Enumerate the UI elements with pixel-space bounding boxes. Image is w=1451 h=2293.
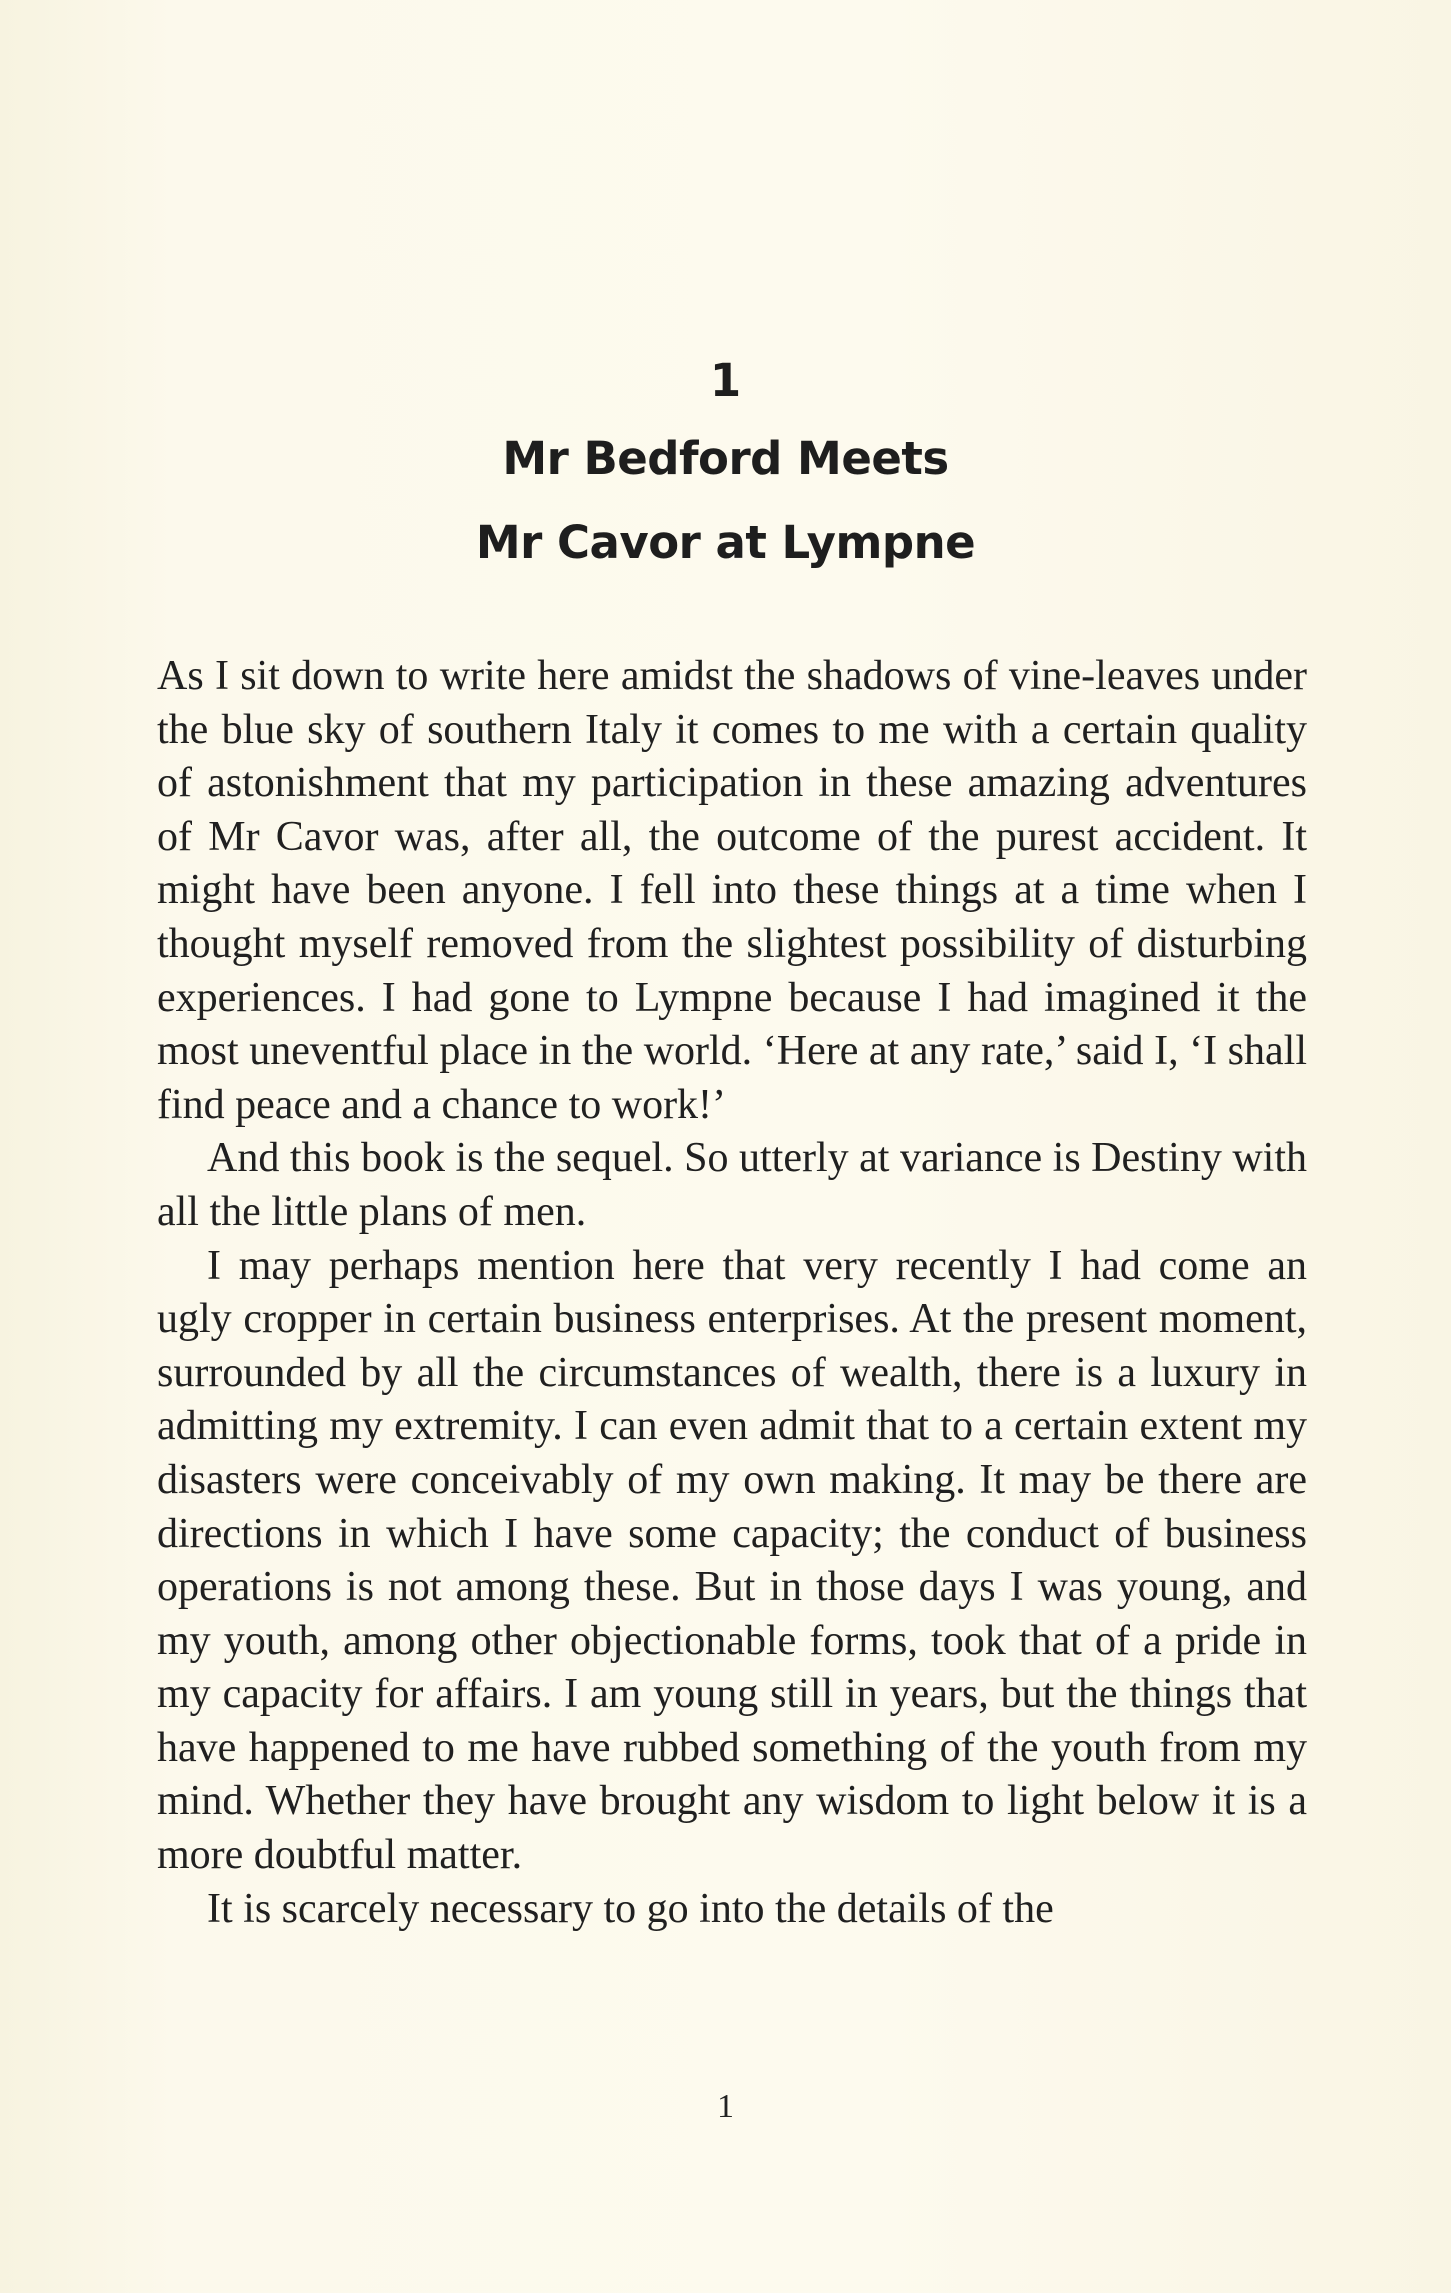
chapter-title-line-1: Mr Bedford Meets [502, 432, 949, 485]
paragraph-3: I may perhaps mention here that very recently I had come an ugly cropper in certain business enterprises. At the present moment, surrounded by all the circumstances of wealth, there is a luxury in admitting my extremity. I can even admit that to a certain extent my disasters were conceivably of my own making. It may be there are directions in which I have some capacity; the conduct of business operations is not among these. But in those days I was young, and my youth, among other objectionable forms, took that of a pride in my capacity for affairs. I am young still in years, but the things that have happened to me have rubbed something of the youth from my mind. Whether they have brought any wisdom to light below it is a more doubtful matter. [157, 1242, 1307, 1879]
chapter-heading [0, 345, 1451, 585]
page-number: 1 [717, 2088, 734, 2125]
paragraph-2: And this book is the sequel. So utterly at variance is Destiny with all the little plans of men. [157, 1135, 1307, 1235]
paragraph-1: As I sit down to write here amidst the shadows of vine-leaves under the blue sky of southern Italy it comes to me with a certain quality of astonishment that my participation in these amazing adventures of Mr Cavor was, after all, the outcome of the purest accident. It might have been anyone. I fell into these things at a time when I thought myself removed from the slightest possibility of disturbing experiences. I had gone to Lympne because I had imagined it the most uneventful place in the world. ‘Here at any rate,’ said I, ‘I shall find peace and a chance to work!’ [157, 653, 1307, 1128]
chapter-title-line-2: Mr Cavor at Lympne [475, 516, 976, 569]
chapter-number: 1 [709, 354, 742, 407]
body-text [157, 650, 1307, 1936]
paragraph-4: It is scarcely necessary to go into the details of the [207, 1885, 1054, 1932]
